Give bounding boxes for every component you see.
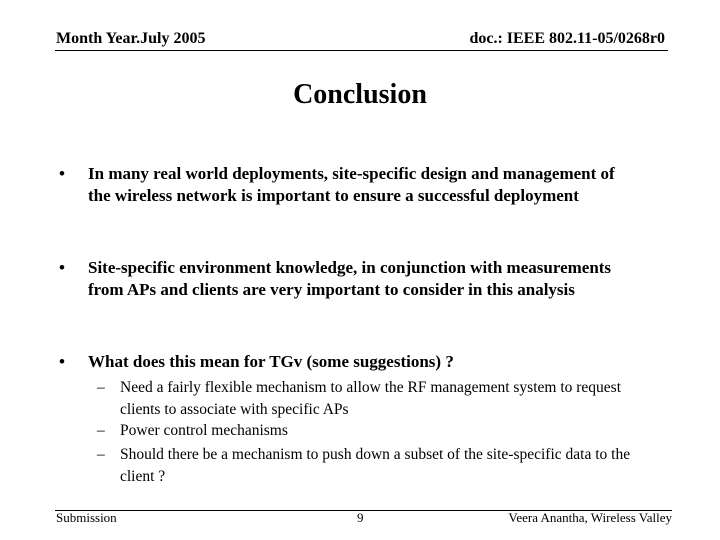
sub-bullet-text: Need a fairly flexible mechanism to allow the RF management system to request clients to associate with specific APs <box>120 379 622 418</box>
sub-bullet-text: Should there be a mechanism to push down a subset of the site-specific data to the client ? <box>120 446 631 485</box>
sub-bullet-marker: – <box>97 422 105 439</box>
bullet-marker: • <box>59 352 65 371</box>
footer-page-number: 9 <box>357 510 364 525</box>
footer-submission: Submission <box>56 510 117 525</box>
sub-bullet-marker: – <box>97 379 105 396</box>
sub-bullet-text: Power control mechanisms <box>120 422 288 439</box>
bullet-text: Site-specific environment knowledge, in conjunction with measurements from APs and clients are very important to consider in this analysis <box>88 258 612 299</box>
bullet-text: In many real world deployments, site-specific design and management of the wireless network is important to ensure a successful deployment <box>88 164 615 205</box>
header-left-text: Month Year.July 2005 <box>56 30 206 47</box>
bullet-text: What does this mean for TGv (some suggestions) ? <box>88 352 454 371</box>
bullet-marker: • <box>59 164 65 183</box>
header-doc-number: doc.: IEEE 802.11-05/0268r0 <box>469 30 665 47</box>
bullet-marker: • <box>59 258 65 277</box>
footer-author: Veera Anantha, Wireless Valley <box>508 510 672 525</box>
sub-bullet-marker: – <box>97 446 105 463</box>
slide-title: Conclusion <box>293 79 427 110</box>
header-rule <box>55 50 668 51</box>
